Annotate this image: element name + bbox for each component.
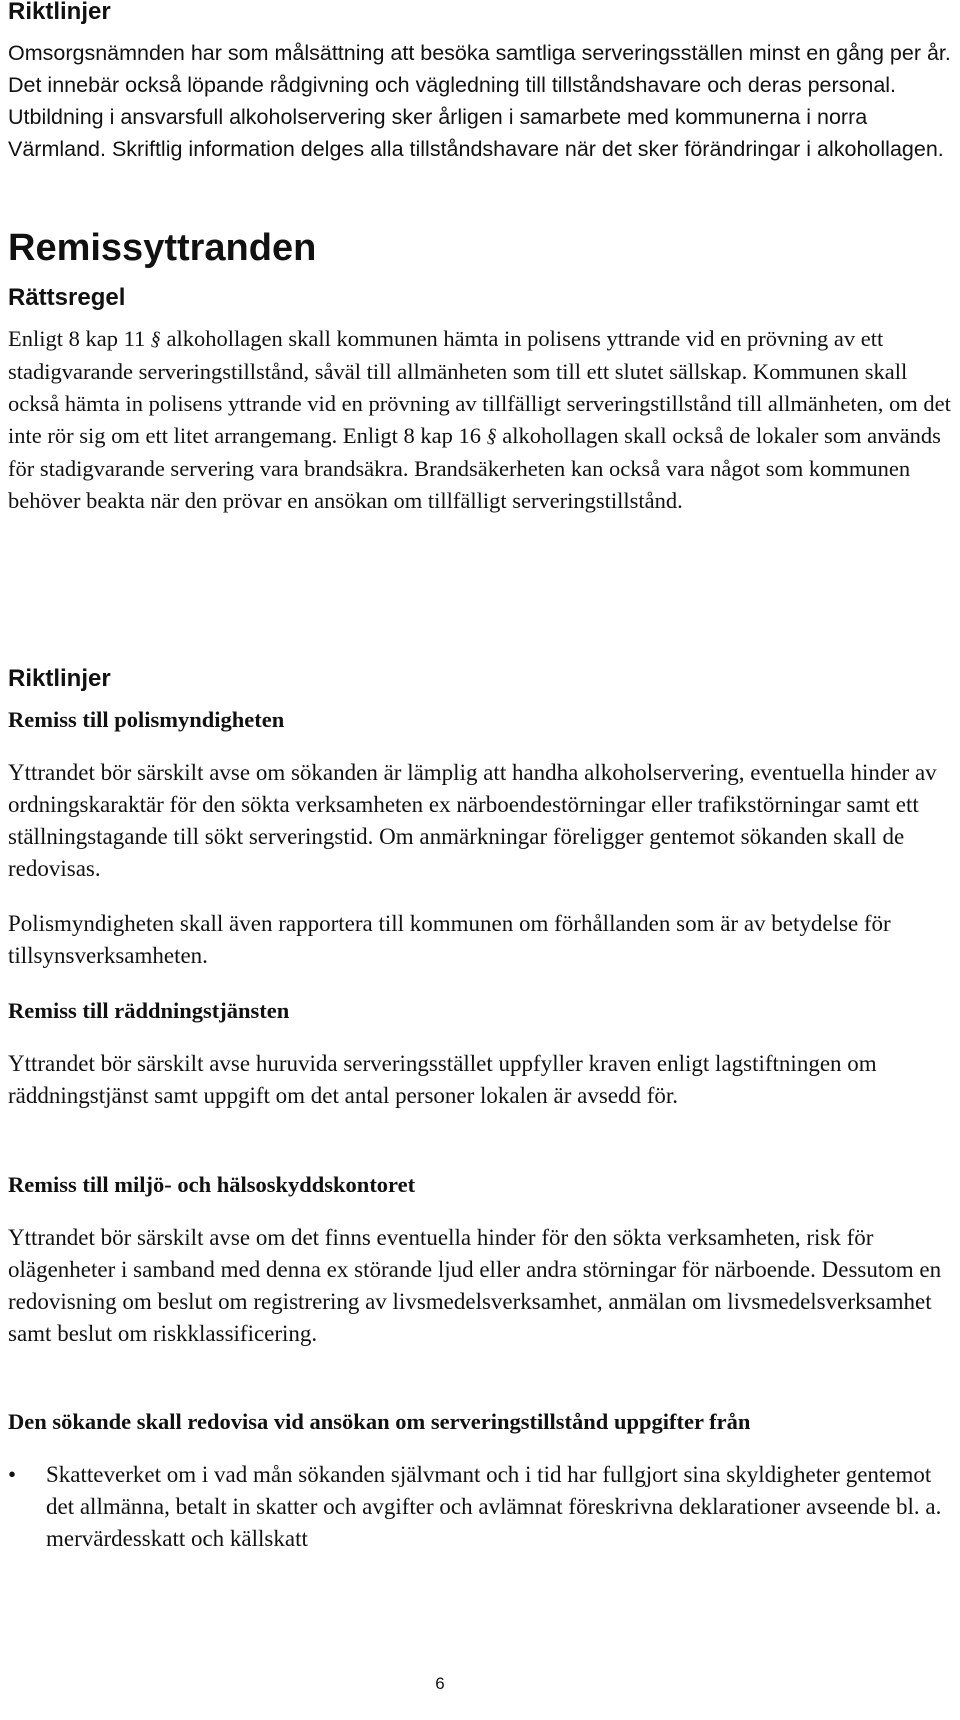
raddning-paragraph: Yttrandet bör särskilt avse huruvida serveringsstället uppfyller kraven enligt lagstiftningen om räddningstjänst samt uppgift om det antal personer lokalen är avsedd för. — [8, 1051, 877, 1108]
list-item — [8, 1459, 952, 1555]
rattsregel-text-2: alkohollagen skall kommunen hämta in polisens yttrande vid en prövning av ett stadigvarande serveringstillstånd, såväl till allmänheten som till ett slutet sällskap. Kommunen skall också hämta in polisens yttrande vid en prövning av tillfälligt serveringstillstånd till allmänheten, om det inte rör sig om ett litet arrangemang. Enligt 8 kap 16 — [8, 326, 951, 448]
rattsregel-text-3: alkohollagen skall också de lokaler som används för stadigvarande servering vara brandsäkra. Brandsäkerheten kan också vara något som kommunen behöver beakta när den prövar en ansökan om tillfälligt serveringstillstånd. — [8, 423, 941, 513]
section-sign: § — [484, 424, 499, 448]
list-item-text: Skatteverket om i vad mån sökanden självmant och i tid har fullgjort sina skyldigheter gentemot det allmänna, betalt in skatter och avgifter och avlämnat föreskrivna deklarationer avseende bl. a. mervärdesskatt och källskatt — [46, 1462, 942, 1551]
bullet-list — [8, 1459, 952, 1555]
section-heading-riktlinjer: Riktlinjer — [8, 665, 111, 692]
section-heading-riktlinjer-top: Riktlinjer — [8, 0, 111, 25]
intro-paragraph: Omsorgsnämnden har som målsättning att besöka samtliga serveringsställen minst en gång per år. Det innebär också löpande rådgivning och vägledning till tillståndshavare och deras personal. Utbildning i ansvarsfull alkoholservering sker årligen i samarbete med kommunerna i norra Värmland. Skriftlig information delges alla tillståndshavare när det sker förändringar i alkohollagen. — [8, 41, 951, 161]
section-heading-rattsregel: Rättsregel — [8, 284, 126, 311]
miljo-paragraph: Yttrandet bör särskilt avse om det finns eventuella hinder för den sökta verksamheten, risk för olägenheter i samband med denna ex störande ljud eller andra störningar för närboende. Dessutom en redovisning om beslut om registrering av livsmedelsverksamhet, anmälan om livsmedelsverksamhet samt beslut om riskklassificering. — [8, 1225, 942, 1346]
bullet-icon: • — [8, 1462, 17, 1487]
subheading-sokande: Den sökande skall redovisa vid ansökan om serveringstillstånd uppgifter från — [8, 1409, 751, 1434]
rattsregel-paragraph — [8, 323, 952, 517]
page-title: Remissyttranden — [8, 227, 317, 269]
rattsregel-text-1: Enligt 8 kap 11 — [8, 326, 151, 351]
subheading-miljo-halsoskydd: Remiss till miljö- och hälsoskyddskontoret — [8, 1172, 416, 1197]
subheading-raddningstjansten: Remiss till räddningstjänsten — [8, 998, 290, 1023]
subheading-polismyndigheten: Remiss till polismyndigheten — [8, 707, 285, 732]
polis-paragraph-2: Polismyndigheten skall även rapportera till kommunen om förhållanden som är av betydelse för tillsynsverksamheten. — [8, 911, 891, 968]
section-sign: § — [148, 327, 164, 351]
page-number: 6 — [435, 1674, 445, 1693]
polis-paragraph-1: Yttrandet bör särskilt avse om sökanden är lämplig att handha alkoholservering, eventuella hinder av ordningskaraktär för den sökta verksamheten ex närboendestörningar eller trafikstörningar samt ett ställningstagande till sökt serveringstid. Om anmärkningar föreligger gentemot sökanden skall de redovisas. — [8, 760, 937, 881]
